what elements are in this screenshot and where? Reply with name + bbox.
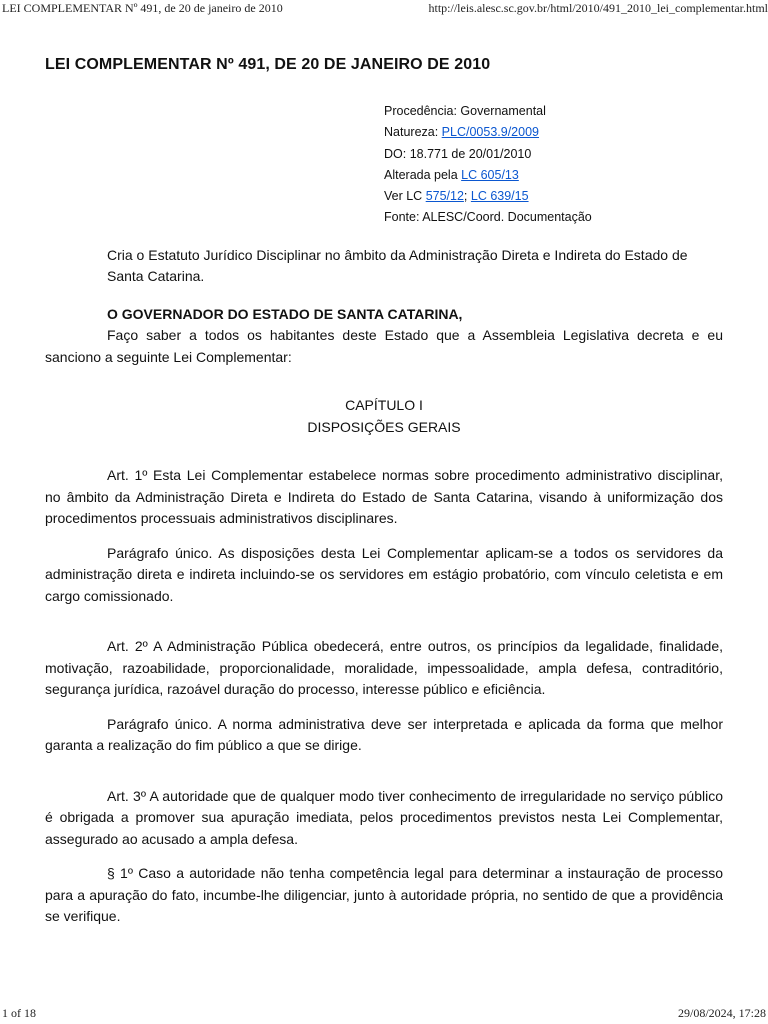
chapter-heading: [45, 395, 723, 438]
chapter-number: CAPÍTULO I: [345, 397, 423, 414]
meta-alterada: [384, 165, 723, 186]
article-2-paragraph: Parágrafo único. A norma administrativa deve ser interpretada e aplicada da forma que melhor garanta a realização do fim público a que se dirige.: [45, 715, 723, 754]
print-header: [0, 0, 768, 18]
page-counter: 1 of 18: [2, 1006, 36, 1020]
document-content: [45, 56, 723, 928]
law-metadata: [384, 101, 723, 229]
alterada-link[interactable]: LC 605/13: [461, 167, 519, 182]
governor-heading: O GOVERNADOR DO ESTADO DE SANTA CATARINA,: [107, 305, 463, 322]
meta-procedencia: Procedência: Governamental: [384, 104, 546, 118]
meta-alterada-label: Alterada pela: [384, 167, 462, 182]
meta-natureza-label: Natureza:: [384, 125, 442, 140]
meta-ver-separator: ;: [463, 189, 471, 204]
article-1: Art. 1º Esta Lei Complementar estabelece normas sobre procedimento administrativo disciplinar, no âmbito da Administração Direta e Indireta do Estado de Santa Catarina, visando à uniformização dos procedimentos processuais administrativos disciplinares.: [45, 467, 723, 527]
article-2: Art. 2º A Administração Pública obedecerá, entre outros, os princípios da legalidade, finalidade, motivação, razoabilidade, proporcionalidade, moralidade, impessoalidade, ampla defesa, contraditório, segurança jurídica, razoável duração do processo, interesse público e eficiência.: [45, 638, 723, 698]
meta-natureza: [384, 122, 723, 143]
chapter-title: DISPOSIÇÕES GERAIS: [307, 418, 461, 435]
meta-fonte: Fonte: ALESC/Coord. Documentação: [384, 210, 592, 225]
enactment-clause: Faço saber a todos os habitantes deste Estado que a Assembleia Legislativa decreta e eu sanciono a seguinte Lei Complementar:: [45, 327, 723, 365]
ementa: Cria o Estatuto Jurídico Disciplinar no âmbito da Administração Direta e Indireta do Estado de Santa Catarina.: [107, 246, 688, 285]
ver-link-575[interactable]: 575/12: [425, 189, 464, 204]
print-footer: [0, 1006, 768, 1024]
print-header-url: http://leis.alesc.sc.gov.br/html/2010/491_2010_lei_complementar.html: [428, 1, 768, 15]
meta-ver-label: Ver LC: [384, 189, 426, 204]
meta-ver: [384, 186, 723, 207]
page-title: LEI COMPLEMENTAR Nº 491, DE 20 DE JANEIRO DE 2010: [45, 56, 491, 73]
article-1-paragraph: Parágrafo único. As disposições desta Lei Complementar aplicam-se a todos os servidores da administração direta e indireta incluindo-se os servidores em estágio probatório, com vínculo celetista e em cargo comissionado.: [45, 544, 723, 604]
print-header-title: LEI COMPLEMENTAR Nº 491, de 20 de janeiro de 2010: [2, 1, 283, 15]
ver-link-639[interactable]: LC 639/15: [470, 189, 529, 204]
natureza-link[interactable]: PLC/0053.9/2009: [441, 125, 539, 140]
print-datetime: 29/08/2024, 17:28: [677, 1006, 766, 1020]
article-3: Art. 3º A autoridade que de qualquer modo tiver conhecimento de irregularidade no serviço público é obrigada a promover sua apuração imediata, pelos procedimentos previstos nesta Lei Complementar, assegurado ao acusado a ampla defesa.: [45, 787, 723, 847]
meta-do: DO: 18.771 de 20/01/2010: [384, 146, 532, 161]
article-3-paragraph-1: § 1º Caso a autoridade não tenha competência legal para determinar a instauração de processo para a apuração do fato, incumbe-lhe diligenciar, junto à autoridade própria, no sentido de que a providência se verifique.: [45, 865, 723, 925]
